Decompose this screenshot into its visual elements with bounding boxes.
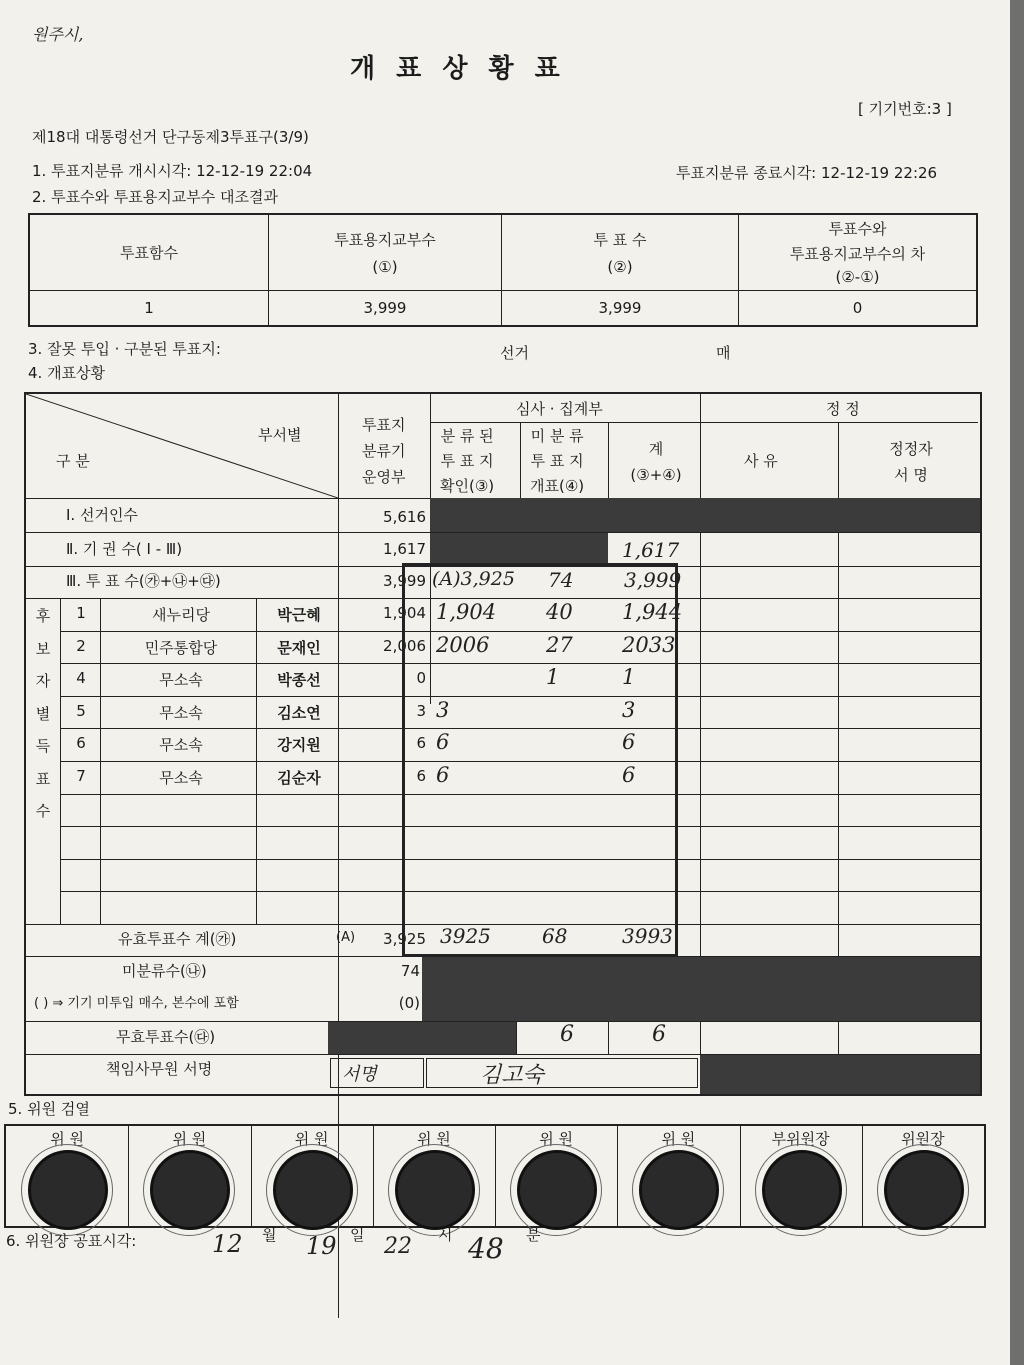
candidate-number: 6 <box>76 734 86 753</box>
committee-header: 위원장 <box>901 1130 945 1148</box>
row-votes-machine: 3,999 <box>383 572 426 590</box>
comparison-table <box>28 213 978 327</box>
candidate-unsorted-count: 27 <box>546 632 573 657</box>
header-diff-line1: 투표수와 <box>828 220 887 239</box>
committee-header: 위 원 <box>172 1130 207 1148</box>
header-category: 구 분 <box>56 452 90 470</box>
invalid-unsorted: 6 <box>560 1022 574 1047</box>
candidate-sorted-count: 6 <box>436 763 450 787</box>
row-votes-unsorted: 74 <box>548 568 574 592</box>
sort-end-time: 투표지분류 종료시각: 12-12-19 22:26 <box>676 164 938 182</box>
side-char: 자 <box>35 672 51 690</box>
header-diff-line2: 투표용지교부수의 차 <box>789 245 926 264</box>
header-diagonal <box>26 394 338 498</box>
committee-seal-stamp <box>273 1150 353 1230</box>
signature-label: 책임사무원 서명 <box>106 1060 213 1078</box>
candidate-party: 새누리당 <box>152 606 210 624</box>
committee-header: 위 원 <box>294 1130 329 1148</box>
announce-month-unit: 월 <box>262 1226 277 1244</box>
header-machine-l2: 분류기 <box>362 442 406 460</box>
candidate-total-count: 2033 <box>622 632 676 657</box>
candidate-name: 박종선 <box>277 671 321 690</box>
col-line <box>520 422 521 498</box>
row-abstain-total: 1,617 <box>622 538 680 562</box>
review-highlight-box <box>402 563 678 957</box>
announce-day-unit: 일 <box>350 1226 365 1244</box>
row-votes-total: 3,999 <box>624 568 682 592</box>
unclassified-label: 미분류수(㉯) <box>122 962 207 980</box>
committee-header: 부위원장 <box>771 1130 830 1148</box>
header-unsorted-l2: 투 표 지 <box>530 452 584 470</box>
committee-seal-stamp <box>762 1150 842 1230</box>
side-char: 보 <box>35 639 51 658</box>
header-machine <box>362 412 405 490</box>
candidate-number: 4 <box>76 669 86 688</box>
col-line <box>608 1022 609 1054</box>
header-corrector-l2: 서 명 <box>894 466 928 484</box>
committee-seal-stamp <box>28 1150 108 1230</box>
candidate-name: 김순자 <box>277 769 321 787</box>
candidate-total-count: 6 <box>622 730 636 755</box>
header-total <box>620 436 692 488</box>
announce-minute: 48 <box>468 1232 504 1265</box>
header-review: 심사 · 집계부 <box>516 400 603 418</box>
announce-month: 12 <box>212 1230 243 1258</box>
document-title: 개 표 상 황 표 <box>350 54 566 84</box>
candidate-number: 5 <box>76 701 86 720</box>
candidate-total-count: 1 <box>622 665 636 690</box>
header-total-l2: (③+④) <box>630 466 682 484</box>
header-total-l1: 계 <box>648 440 664 458</box>
header-sorted-l1: 분 류 된 <box>440 427 494 445</box>
candidate-machine-count: 6 <box>416 734 426 753</box>
col-line <box>700 394 701 1054</box>
row-votes-label: Ⅲ. 투 표 수(㉮+㉯+㉰) <box>66 572 221 590</box>
candidate-machine-count: 0 <box>416 669 426 688</box>
header-votes-label: 투 표 수 <box>593 230 647 249</box>
shaded-area <box>328 1022 516 1054</box>
header-reason: 사 유 <box>744 452 778 470</box>
candidate-name: 문재인 <box>277 638 321 657</box>
header-issued-ref: (①) <box>372 257 398 276</box>
valid-total: 3993 <box>622 924 673 948</box>
header-machine-l3: 운영부 <box>362 468 406 486</box>
value-ballot-boxes: 1 <box>29 290 269 326</box>
unclassified-machine: 74 <box>400 962 420 980</box>
committee-header: 위 원 <box>539 1130 573 1148</box>
candidate-sorted-count: 3 <box>436 697 450 722</box>
committee-seal-stamp <box>884 1150 964 1230</box>
candidate-machine-count: 2,006 <box>383 636 426 655</box>
header-diff <box>739 214 978 290</box>
valid-unsorted: 68 <box>542 924 568 948</box>
side-char: 득 <box>35 737 51 755</box>
side-label <box>32 600 54 828</box>
candidate-sorted-count: 6 <box>436 730 450 755</box>
committee-seal-stamp <box>517 1150 597 1230</box>
committee-seal-stamp <box>395 1150 475 1230</box>
header-unsorted-l3: 개표(④) <box>530 477 585 495</box>
row-abstain-machine: 1,617 <box>383 540 426 558</box>
device-number: [ 기기번호:3 ] <box>858 100 952 118</box>
header-correction: 정 정 <box>826 400 860 418</box>
committee-box <box>4 1124 986 1228</box>
candidate-party: 민주통합당 <box>144 638 218 657</box>
announce-day: 19 <box>306 1232 337 1260</box>
side-char: 별 <box>35 704 51 723</box>
row-votes-sorted: (A)3,925 <box>432 568 515 590</box>
valid-machine: 3,925 <box>383 930 426 948</box>
election-line: 제18대 대통령선거 단구동제3투표구(3/9) <box>32 128 309 146</box>
candidate-total-count: 6 <box>622 763 636 787</box>
candidate-total-count: 3 <box>622 697 636 722</box>
valid-sorted: 3925 <box>440 924 491 948</box>
header-unsorted <box>530 424 584 499</box>
section3-sheet-word: 매 <box>716 344 731 362</box>
col-line <box>608 422 609 498</box>
row-abstain-label: Ⅱ. 기 권 수( Ⅰ - Ⅲ) <box>66 540 183 558</box>
candidate-total-count: 1,944 <box>622 600 683 624</box>
candidate-party: 무소속 <box>159 703 203 722</box>
header-sorted-l2: 투 표 지 <box>440 452 494 470</box>
side-char: 표 <box>35 769 51 788</box>
col-line <box>516 1022 517 1054</box>
header-machine-l1: 투표지 <box>362 416 406 434</box>
section3-label: 3. 잘못 투입 · 구분된 투표지: <box>28 340 221 358</box>
row-electors-label: Ⅰ. 선거인수 <box>66 506 138 524</box>
invalid-total: 6 <box>652 1022 666 1047</box>
candidate-party: 무소속 <box>159 671 203 690</box>
valid-label: 유효투표수 계(㉮) <box>118 930 237 948</box>
valid-prefix: (A) <box>336 930 356 945</box>
candidate-name: 강지원 <box>277 736 321 755</box>
shaded-area <box>422 957 980 1021</box>
candidate-number: 7 <box>76 767 86 785</box>
section5-title: 5. 위원 검열 <box>8 1100 90 1118</box>
header-corrector <box>882 436 940 488</box>
committee-header: 위 원 <box>661 1130 696 1148</box>
header-ballot-boxes: 투표함수 <box>29 214 269 290</box>
shaded-area <box>430 498 980 532</box>
section3-election-word: 선거 <box>500 344 529 362</box>
invalid-label: 무효투표수(㉰) <box>116 1028 216 1046</box>
shaded-area <box>700 1055 980 1094</box>
header-issued <box>269 214 502 290</box>
value-issued: 3,999 <box>269 290 502 326</box>
header-unsorted-l1: 미 분 류 <box>530 427 584 445</box>
sort-start-time: 1. 투표지분류 개시시각: 12-12-19 22:04 <box>32 162 313 180</box>
candidate-number: 1 <box>76 604 86 622</box>
row-line <box>26 532 980 533</box>
header-votes-ref: (②) <box>607 257 633 276</box>
announce-hour: 22 <box>384 1234 412 1259</box>
candidate-unsorted-count: 1 <box>546 665 560 690</box>
candidate-machine-count: 1,904 <box>383 604 426 622</box>
candidate-party: 무소속 <box>159 736 203 755</box>
committee-seal-stamp <box>150 1150 230 1230</box>
header-corrector-l1: 정정자 <box>889 440 933 458</box>
candidate-name: 김소연 <box>277 703 321 722</box>
candidate-sorted-count: 2006 <box>436 632 490 657</box>
candidate-name: 박근혜 <box>277 606 321 624</box>
header-dept: 부서별 <box>258 426 302 444</box>
header-diff-ref: (②-①) <box>835 268 880 287</box>
unclassified-note: ( ) ⇒ 기기 미투입 매수, 본수에 포함 <box>34 996 239 1011</box>
shaded-area <box>430 532 608 566</box>
candidate-machine-count: 3 <box>416 701 426 720</box>
signature-1: 서명 <box>342 1064 377 1085</box>
candidate-machine-count: 6 <box>416 767 426 785</box>
announce-hour-unit: 시 <box>438 1226 453 1244</box>
header-sorted-l3: 확인(③) <box>440 477 495 495</box>
candidate-sorted-count: 1,904 <box>436 600 497 624</box>
header-sorted <box>440 424 494 499</box>
corner-note: 원주시, <box>32 25 84 44</box>
candidate-party: 무소속 <box>159 769 203 787</box>
section4-title: 4. 개표상황 <box>28 364 106 382</box>
signature-box-2 <box>426 1058 698 1088</box>
committee-header: 위 원 <box>417 1130 451 1148</box>
row-electors-machine: 5,616 <box>383 508 426 526</box>
value-votes: 3,999 <box>502 290 739 326</box>
section2-title: 2. 투표수와 투표용지교부수 대조결과 <box>32 188 278 206</box>
header-votes <box>502 214 739 290</box>
announce-minute-unit: 분 <box>526 1226 541 1244</box>
value-diff: 0 <box>739 290 978 326</box>
side-char: 수 <box>35 802 51 820</box>
committee-header: 위 원 <box>50 1130 84 1148</box>
committee-seal-stamp <box>639 1150 719 1230</box>
candidate-number: 2 <box>76 636 86 655</box>
side-char: 후 <box>35 607 51 625</box>
candidate-unsorted-count: 40 <box>546 600 573 624</box>
unclassified-note-value: (0) <box>398 994 420 1012</box>
header-issued-label: 투표용지교부수 <box>334 230 436 249</box>
section6-label: 6. 위원장 공표시각: <box>6 1232 137 1250</box>
signature-2: 김고숙 <box>480 1063 544 1088</box>
